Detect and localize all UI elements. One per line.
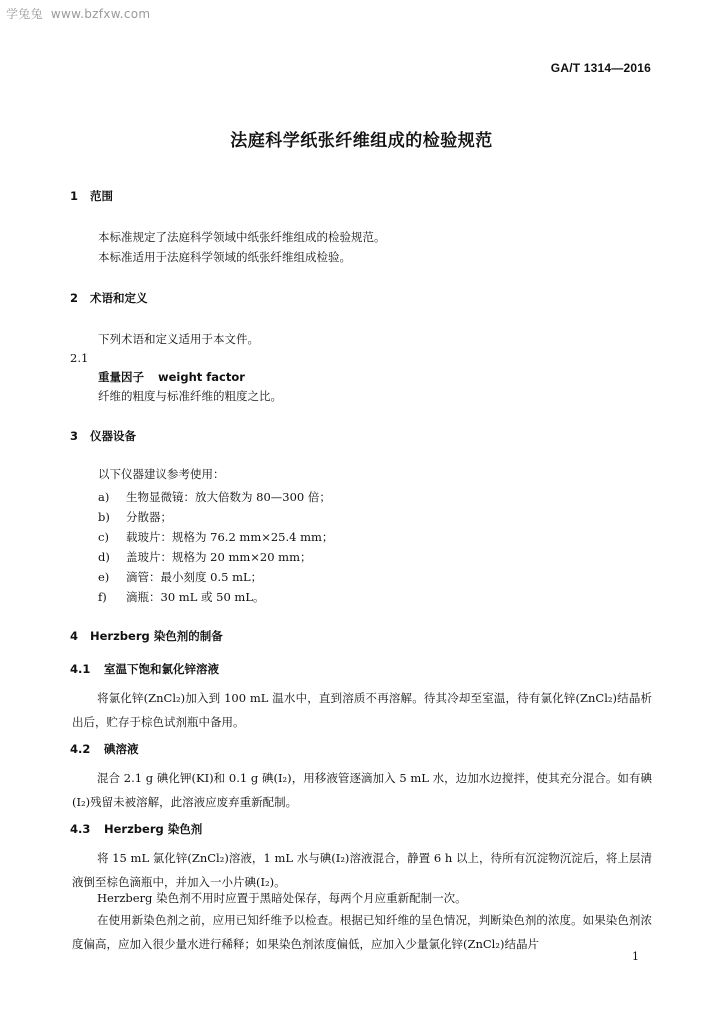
list-item xyxy=(98,529,333,545)
subsection-4-2-heading xyxy=(70,741,139,757)
section-number: 1 xyxy=(70,189,79,203)
subsection-4-3-heading xyxy=(70,821,202,837)
list-item xyxy=(98,549,312,565)
term-entry xyxy=(98,369,245,385)
section-title: 范围 xyxy=(90,189,113,203)
term-number: 2.1 xyxy=(70,351,89,365)
subsection-4-1-paragraph: 将氯化锌(ZnCl₂)加入到 100 mL 温水中，直到溶质不再溶解。待其冷却至室温，待有氯化锌(ZnCl₂)结晶析出后，贮存于棕色试剂瓶中备用。 xyxy=(72,691,652,729)
list-item-text: 生物显微镜：放大倍数为 80—300 倍； xyxy=(126,490,331,504)
list-item-text: 盖玻片：规格为 20 mm×20 mm； xyxy=(126,550,312,564)
term-definition: 纤维的粗度与标准纤维的粗度之比。 xyxy=(98,389,282,403)
subsection-4-3-paragraph-3: 在使用新染色剂之前，应用已知纤维予以检查。根据已知纤维的呈色情况，判断染色剂的浓度。如果染色剂浓度偏高，应加入很少量水进行稀释；如果染色剂浓度偏低，应加入少量氯化锌(ZnCl₂)结晶片 xyxy=(72,913,652,951)
list-item-mark: f) xyxy=(98,590,107,604)
subsection-number: 4.2 xyxy=(70,742,91,756)
section-1-heading xyxy=(70,188,113,204)
section-number: 3 xyxy=(70,429,79,443)
section-1-paragraph-1: 本标准规定了法庭科学领域中纸张纤维组成的检验规范。 xyxy=(98,230,386,244)
term-english: weight factor xyxy=(158,370,245,384)
section-4-heading xyxy=(70,628,223,644)
list-item-text: 载玻片：规格为 76.2 mm×25.4 mm； xyxy=(126,530,334,544)
section-3-intro: 以下仪器建议参考使用： xyxy=(98,467,225,481)
subsection-4-2-paragraph: 混合 2.1 g 碘化钾(KI)和 0.1 g 碘(I₂)，用移液管逐滴加入 5 mL 水，边加水边搅拌，使其充分混合。如有碘(I₂)残留未被溶解，此溶液应废弃重新配制。 xyxy=(72,771,652,809)
section-number: 4 xyxy=(70,629,79,643)
subsection-title: Herzberg 染色剂 xyxy=(104,822,203,836)
section-title: Herzberg 染色剂的制备 xyxy=(90,629,223,643)
section-1-paragraph-2: 本标准适用于法庭科学领域的纸张纤维组成检验。 xyxy=(98,250,351,264)
section-2-heading xyxy=(70,290,148,306)
page-number: 1 xyxy=(632,950,639,963)
list-item xyxy=(98,569,262,585)
list-item-mark: c) xyxy=(98,530,109,544)
list-item-mark: b) xyxy=(98,510,110,524)
subsection-4-3-paragraph-1: 将 15 mL 氯化锌(ZnCl₂)溶液，1 mL 水与碘(I₂)溶液混合，静置 6 h 以上，待所有沉淀物沉淀后，将上层清液倒至棕色滴瓶中，并加入一小片碘(I₂)。 xyxy=(72,851,652,889)
list-item xyxy=(98,589,264,605)
subsection-title: 碘溶液 xyxy=(104,742,139,756)
term-chinese: 重量因子 xyxy=(98,370,144,384)
list-item-mark: e) xyxy=(98,570,110,584)
section-title: 术语和定义 xyxy=(90,291,148,305)
list-item-mark: d) xyxy=(98,550,110,564)
watermark-url: www.bzfxw.com xyxy=(50,7,151,21)
watermark-site-name: 学兔兔 xyxy=(6,7,43,21)
list-item-text: 滴管：最小刻度 0.5 mL； xyxy=(126,570,263,584)
subsection-number: 4.3 xyxy=(70,822,91,836)
section-number: 2 xyxy=(70,291,79,305)
list-item xyxy=(98,489,331,505)
subsection-title: 室温下饱和氯化锌溶液 xyxy=(104,662,219,676)
section-title: 仪器设备 xyxy=(90,429,136,443)
list-item-mark: a) xyxy=(98,490,110,504)
section-3-heading xyxy=(70,428,136,444)
list-item-text: 滴瓶：30 mL 或 50 mL。 xyxy=(126,590,265,604)
watermark xyxy=(6,5,150,22)
document-title: 法庭科学纸张纤维组成的检验规范 xyxy=(230,131,493,151)
subsection-number: 4.1 xyxy=(70,662,91,676)
standard-code: GA/T 1314—2016 xyxy=(550,61,651,75)
section-2-intro: 下列术语和定义适用于本文件。 xyxy=(98,332,259,346)
subsection-4-1-heading xyxy=(70,661,219,677)
subsection-4-3-paragraph-2: Herzberg 染色剂不用时应置于黑暗处保存，每两个月应重新配制一次。 xyxy=(97,891,467,905)
list-item xyxy=(98,509,172,525)
list-item-text: 分散器； xyxy=(126,510,172,524)
